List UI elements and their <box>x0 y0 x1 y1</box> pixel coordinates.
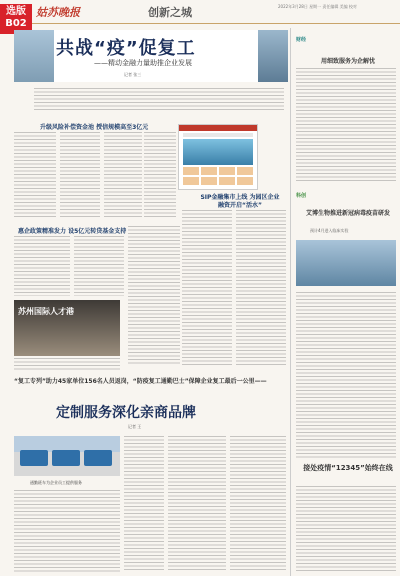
lead-title: 共战“疫”促复工 <box>56 38 196 59</box>
lead-photo <box>14 30 54 82</box>
lead-subtitle: ——精动金融力量助推企业发展 <box>94 59 192 67</box>
section-title: 创新之城 <box>148 6 192 19</box>
right-title-1: 用细致服务为企解忧 <box>320 58 375 65</box>
subhead-sip: SIP金融集市上线 为园区企业融资开启“活水” <box>200 194 280 209</box>
right-title-3: 接处疫情“12345”始终在线 <box>303 464 393 472</box>
body-col-14 <box>230 436 286 572</box>
body-col-8 <box>182 210 232 366</box>
right-body-1 <box>296 68 396 182</box>
subhead-risk-pool: 升级风险补偿资金池 授信规模高至3亿元 <box>40 124 149 131</box>
body-col-7 <box>128 226 180 366</box>
column-divider <box>290 28 291 576</box>
body-col-6 <box>74 236 124 296</box>
body-col-12 <box>124 436 164 572</box>
right-body-2 <box>296 292 396 458</box>
body-col-9 <box>236 210 286 366</box>
header-meta: 2022年3月28日 星期一 责任编辑 美编 校对 <box>278 4 357 9</box>
body-col-13 <box>168 436 226 572</box>
body-col-3 <box>104 132 142 218</box>
page-number: B02 <box>5 18 27 29</box>
lab-photo <box>296 240 396 286</box>
newspaper-logo: 姑苏晚报 <box>36 6 80 19</box>
right-body-3 <box>296 486 396 572</box>
story2-title: 定制服务深化亲商品牌 <box>56 405 196 421</box>
right-sub-2: 预计4月进入临床实验 <box>310 228 349 233</box>
bus-photo <box>14 436 120 476</box>
body-col-5 <box>14 236 70 296</box>
lead-intro-text <box>34 88 284 110</box>
subhead-policy: 惠企政策精准发力 设5亿元转贷基金支持 <box>18 228 127 235</box>
story2-byline: 记者 王 <box>128 424 142 429</box>
right-kicker: 财经 <box>296 37 307 43</box>
lead-byline: 记者 张三 <box>124 72 142 77</box>
lead-banner <box>14 30 258 82</box>
right-label: 科创 <box>296 193 307 199</box>
edition-label: 选版 <box>6 6 26 17</box>
body-col-10 <box>14 358 120 372</box>
body-col-4 <box>144 132 176 218</box>
city-photo <box>258 30 288 82</box>
talent-hub-photo <box>14 300 120 356</box>
body-col-2 <box>60 132 100 218</box>
right-title-2: 艾博生物推进新冠病毒疫苗研发 <box>305 210 390 217</box>
bus-caption: 通勤班车为企业员工提供服务 <box>30 480 82 485</box>
app-screenshot <box>178 124 258 190</box>
body-col-11 <box>14 490 120 572</box>
page-header <box>0 0 400 29</box>
body-col-1 <box>14 132 56 218</box>
story2-kicker: “复工专列”助力45家单位156名人员返岗，“防疫复工通勤巴士”保障企业复工最后一公里—— <box>14 378 267 385</box>
photo-sign: 苏州国际人才港 <box>18 307 74 316</box>
